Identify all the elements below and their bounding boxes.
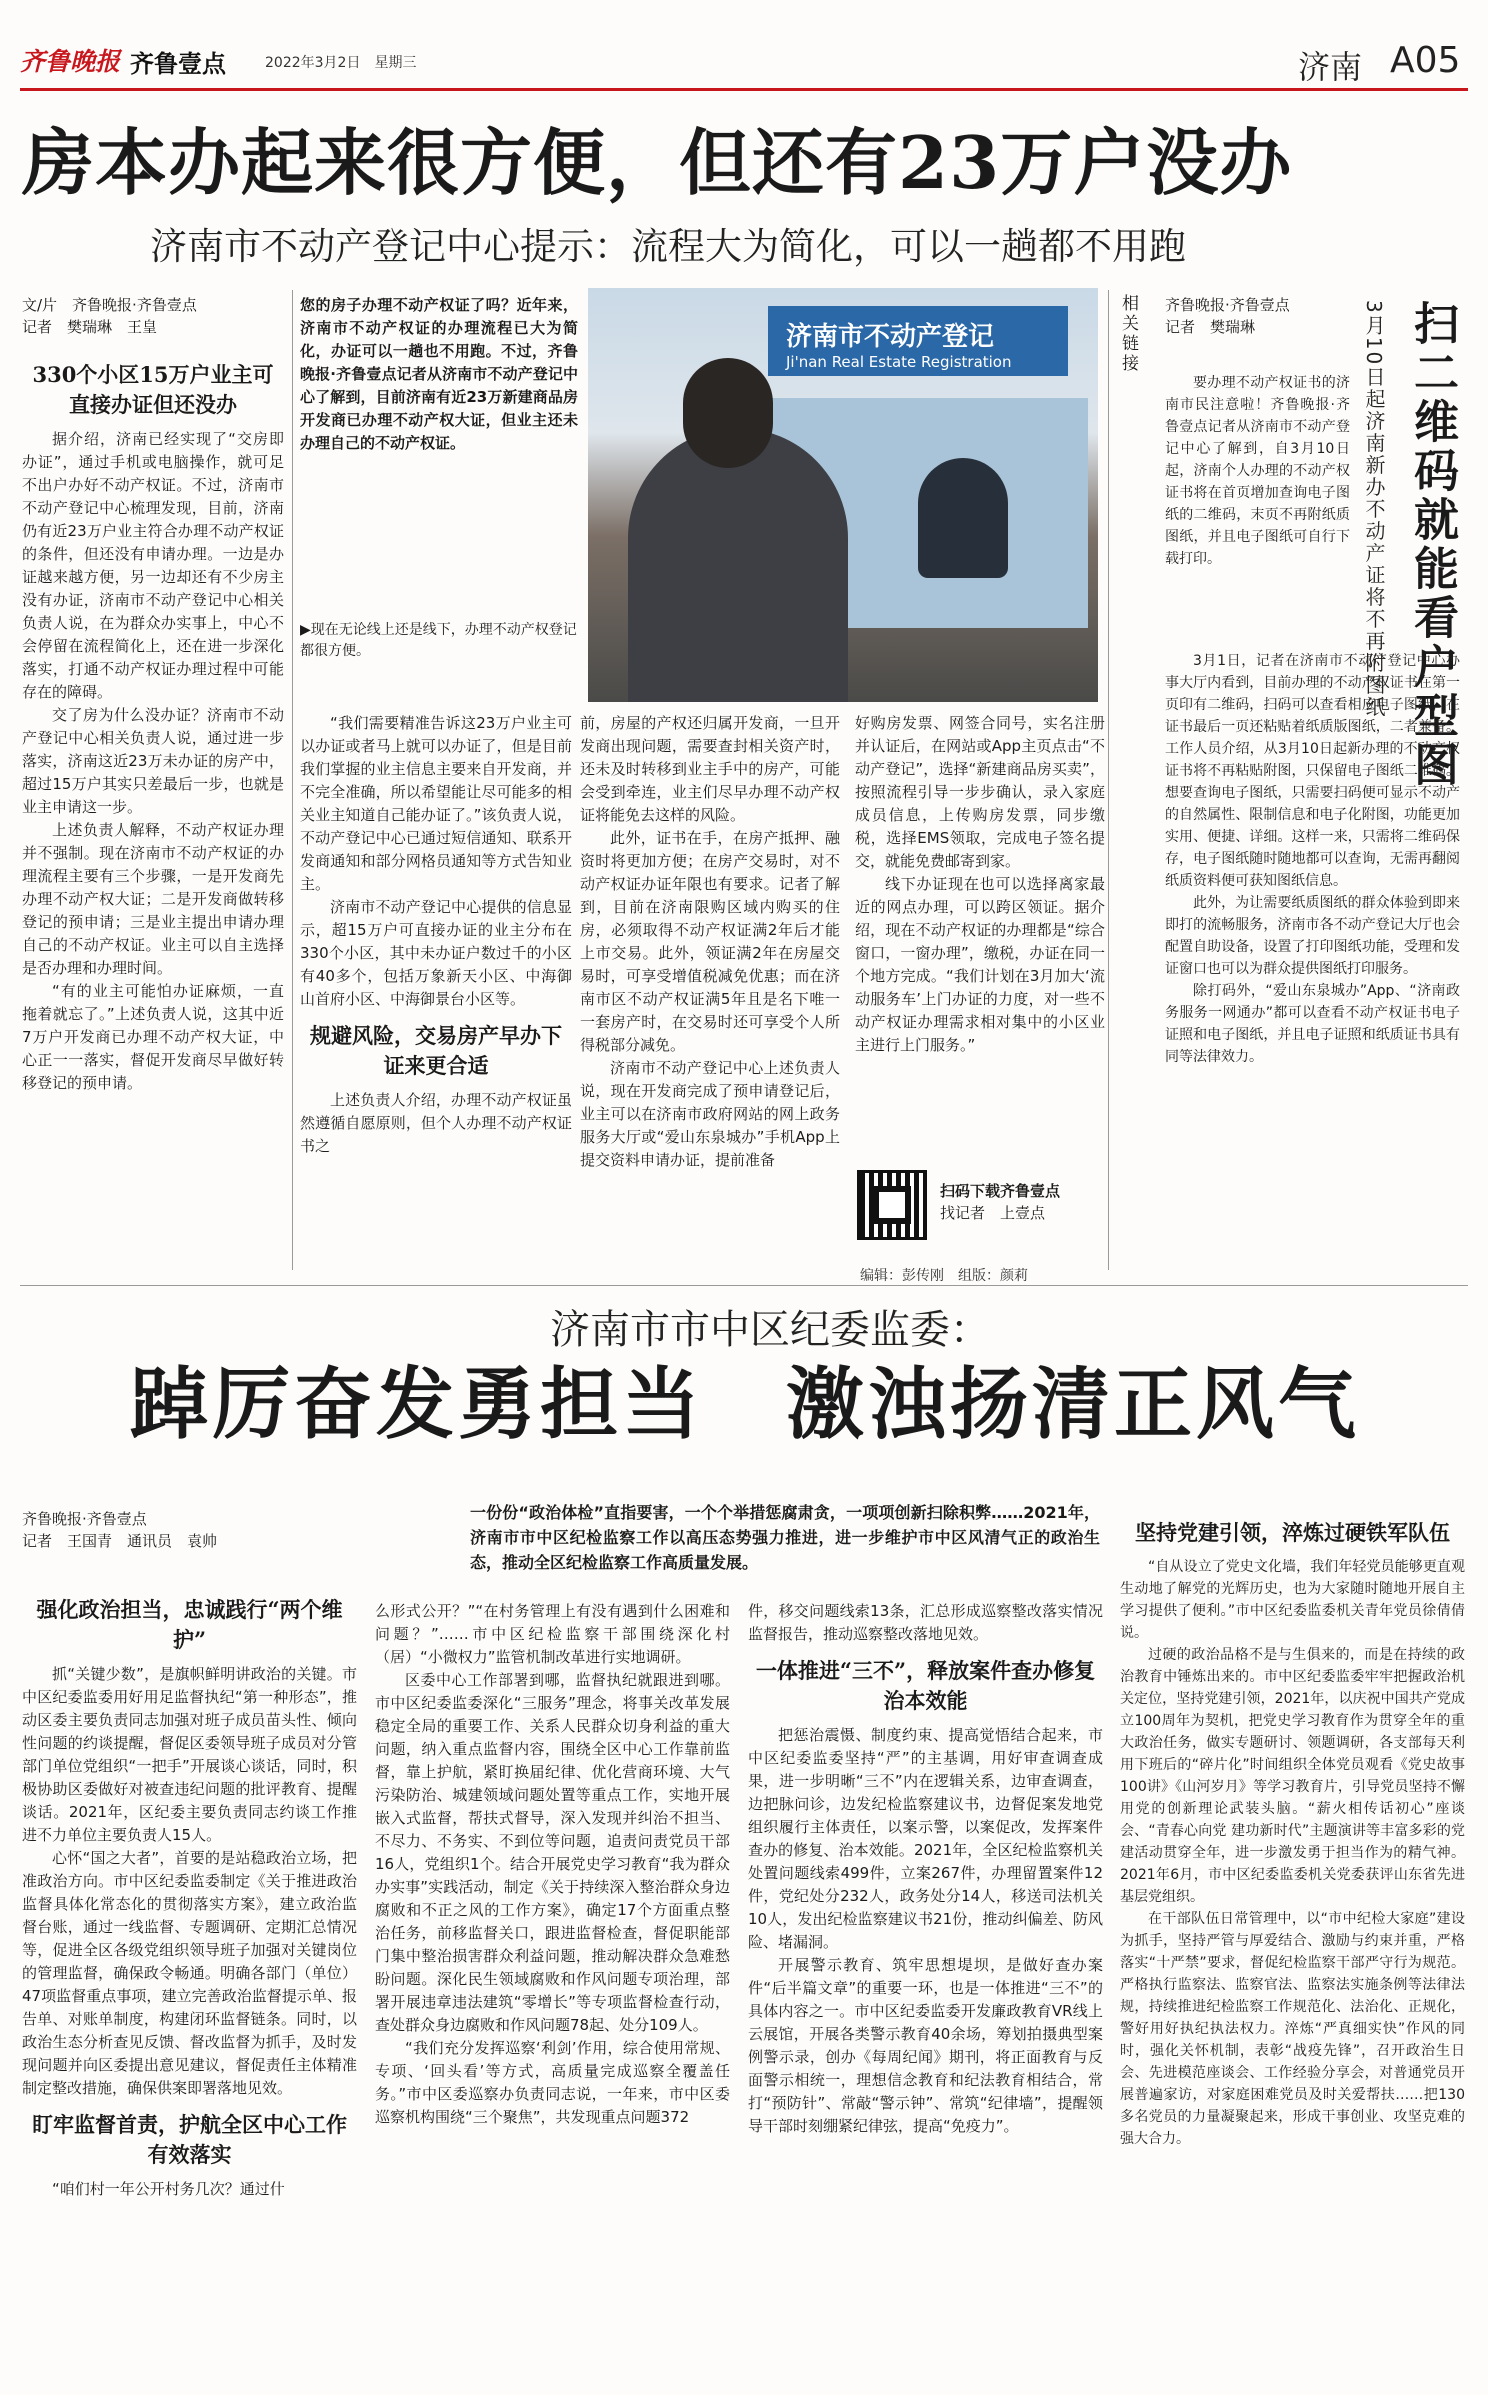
side-byline-1: 齐鲁晚报·齐鲁壹点 bbox=[1165, 296, 1290, 314]
related-links-label: 相关链接 bbox=[1118, 294, 1138, 374]
bottom-lead: 一份份“政治体检”直指要害，一个个举措惩腐肃贪，一项项创新扫除积弊……2021年，济南市市中区纪检监察工作以高压态势强力推进，进一步维护市中区风清气正的政治生态，推动全区纪检监察工作高质量发展。 bbox=[470, 1503, 1100, 1572]
editor-credit: 编辑：彭传刚 组版：颜莉 bbox=[860, 1268, 1028, 1284]
photo-person bbox=[628, 428, 848, 702]
top-col-1 bbox=[22, 294, 284, 1095]
issue-weekday: 星期三 bbox=[374, 55, 417, 71]
section-title-supervision: 盯牢监督首责，护航全区中心工作有效落实 bbox=[32, 2112, 347, 2167]
paragraph: 件，移交问题线索13条，汇总形成巡察整改落实情况监督报告，推动巡察整改落地见效。 bbox=[748, 1602, 1103, 1643]
dateline bbox=[265, 52, 416, 72]
bottom-col-2 bbox=[375, 1600, 730, 2129]
scan-line-1: 扫码下载齐鲁壹点 bbox=[940, 1182, 1061, 1200]
side-story-title: 扫二维码就能看户型图 bbox=[1406, 300, 1459, 790]
paragraph: 心怀“国之大者”，首要的是站稳政治立场，把准政治方向。市中区纪委监委制定《关于推进政治监督具体化常态化的贯彻落实方案》，建立政治监督台账，通过一线监督、专题调研、定期汇总情况等，促进全区各级党组织领导班子加强对关键岗位的管理监督，确保政令畅通。明确各部门（单位）47项监督重点事项，建立完善政治监督提示单、报告单、对账单制度，构建闭环监督链条。同时，以政治生态分析查见反馈、督改监督为抓手，及时发现问题并向区委提出意见建议，督促责任主体精准制定整改措施，确保供案即署落地见效。 bbox=[22, 1849, 357, 2097]
paragraph: “咱们村一年公开村务几次？通过什 bbox=[52, 2180, 285, 2198]
top-col-3 bbox=[580, 712, 840, 1172]
paragraph: 此外，为让需要纸质图纸的群众体验到即来即打的流畅服务，济南市各不动产登记大厅也会配置自助设备，设置了打印图纸功能，受理和发证窗口也可以为群众提供图纸打印服务。 bbox=[1165, 895, 1460, 977]
photo-clerk bbox=[918, 458, 1008, 578]
bottom-col1-body-b bbox=[22, 2178, 357, 2201]
paragraph: 上述负责人介绍，办理不动产权证虽然遵循自愿原则，但个人办理不动产权证书之 bbox=[300, 1091, 572, 1155]
paragraph: 济南市不动产登记中心提供的信息显示，超15万户可直接办证的业主分布在330个小区，其中未办证户数过千的小区有40多个，包括万象新天小区、中海御山首府小区、中海御景台小区等。 bbox=[300, 898, 572, 1008]
bottom-byline bbox=[22, 1508, 442, 1552]
col2-body-b bbox=[300, 1089, 572, 1158]
section-title-political: 强化政治担当，忠诚践行“两个维护” bbox=[36, 1597, 343, 1652]
lead-box: 您的房子办理不动产权证了吗？近年来，济南市不动产权证的办理流程已大为简化，办证可以一趟也不用跑。不过，齐鲁晚报·齐鲁壹点记者从济南市不动产登记中心了解到，目前济南有近23万新建商品房开发商已办理不动产权大证，但业主还未办理自己的不动产权证。 bbox=[300, 296, 578, 452]
top-col-2 bbox=[300, 712, 572, 1158]
paragraph: 3月1日，记者在济南市不动产登记中心办事大厅内看到，目前办理的不动产权证书在第一页印有二维码，扫码可以查看相应电子图纸，在证书最后一页还粘贴着纸质版图纸，二者兼备。工作人员介绍，从3月10日起新办理的不动产权证书将不再粘贴附图，只保留电子图纸二维码。想要查询电子图纸，只需要扫码便可显示不动产的自然属性、限制信息和电子化附图，功能更加实用、便捷、详细。这样一来，只需将二维码保存，电子图纸随时随地都可以查询，无需再翻阅纸质资料便可获知图纸信息。 bbox=[1165, 653, 1460, 889]
paragraph: 交了房为什么没办证？济南市不动产登记中心相关负责人说，通过进一步落实，济南这近23万未办证的房产中，超过15万户其实只差最后一步，也就是业主申请这一步。 bbox=[22, 706, 284, 816]
scan-prompt bbox=[940, 1180, 1060, 1224]
section-title-risk: 规避风险，交易房产早办下证来更合适 bbox=[310, 1023, 562, 1078]
byline-1: 文/片 齐鲁晚报·齐鲁壹点 bbox=[22, 296, 197, 314]
section-title-three-no: 一体推进“三不”，释放案件查办修复治本效能 bbox=[755, 1658, 1096, 1713]
col3-body bbox=[580, 712, 840, 1172]
top-subheadline: 济南市不动产登记中心提示：流程大为简化，可以一趟都不用跑 bbox=[150, 225, 1186, 268]
issue-date: 2022年3月2日 bbox=[265, 55, 361, 71]
photo-sign-en: Ji'nan Real Estate Registration bbox=[786, 353, 1012, 371]
bottom-col2-body bbox=[375, 1600, 730, 2129]
section-title-party: 坚持党建引领，淬炼过硬铁军队伍 bbox=[1135, 1520, 1450, 1545]
paragraph: 抓“关键少数”，是旗帜鲜明讲政治的关键。市中区纪委监委用好用足监督执纪“第一种形态”，推动区委主要负责同志加强对班子成员苗头性、倾向性问题的约谈提醒，督促区委领导班子成员对分管部门单位党组织“一把手”开展谈心谈话，同时，积极协助区委做好对被查违纪问题的批评教育、提醒谈话。2021年，区纪委主要负责同志约谈工作推进不力单位主要负责人15人。 bbox=[22, 1665, 357, 1844]
bottom-col-4 bbox=[1120, 1508, 1465, 2150]
side-story-subtitle: 3月10日起济南新办不动产证将不再附图纸 bbox=[1362, 300, 1386, 719]
paragraph: 么形式公开？”“在村务管理上有没有遇到什么困难和问题？”……市中区纪检监察干部围绕深化村（居）“小微权力”监管机制改革进行实地调研。 bbox=[375, 1602, 730, 1666]
top-headline: 房本办起来很方便，但还有23万户没办 bbox=[22, 120, 1293, 205]
side-body-a bbox=[1165, 372, 1350, 570]
section-divider bbox=[20, 1285, 1468, 1286]
paragraph: 开展警示教育、筑牢思想堤坝，是做好查办案件“后半篇文章”的重要一环，也是一体推进“三不”的具体内容之一。市中区纪委监委开发廉政教育VR线上云展馆，开展各类警示教育40余场，筹划拍摄典型案例警示录，创办《每周纪闻》期刊，将正面教育与反面警示相统一，理想信念教育和纪法教育相结合，常打“预防针”、常敲“警示钟”、常筑“纪律墙”，提醒领导干部时刻绷紧纪律弦，提高“免疫力”。 bbox=[748, 1956, 1103, 2135]
photo-sign-cn: 济南市不动产登记 bbox=[786, 322, 995, 352]
paragraph: 在干部队伍日常管理中，以“市中纪检大家庭”建设为抓手，坚持严管与厚爱结合、激励与约束并重，严格落实“十严禁”要求，督促纪检监察干部严守行为规范。严格执行监察法、监察官法、监察法实施条例等法律法规，持续推进纪检监察工作规范化、法治化、正规化，警好用好执纪执法权力。淬炼“严真细实快”作风的同时，强化关怀机制，表彰“战疫先锋”，召开政治生日会、先进模范座谈会、工作经验分享会，对普通党员开展普遍家访，对家庭困难党员及时关爱帮扶……把130多名党员的力量凝聚起来，形成干事创业、攻坚克难的强大合力。 bbox=[1120, 1911, 1465, 2147]
column-divider bbox=[1108, 290, 1109, 1270]
photo-sign bbox=[768, 306, 1068, 376]
qr-code-center bbox=[873, 1186, 911, 1224]
col1-body bbox=[22, 428, 284, 1095]
paragraph: 据介绍，济南已经实现了“交房即办证”，通过手机或电脑操作，就可足不出户办好不动产权证。不过，济南市不动产登记中心梳理发现，目前，济南仍有近23万户业主符合办理不动产权证的条件，但还没有申请办理。一边是办证越来越方便，另一边却还有不少房主没有办证，济南市不动产登记中心相关负责人说，在为群众办实事上，中心不会停留在流程简化上，还在进一步深化落实，打通不动产权证办理过程中可能存在的障碍。 bbox=[22, 430, 284, 701]
paragraph: 上述负责人解释，不动产权证办理并不强制。现在济南市不动产权证的办理流程主要有三个步骤，一是开发商先办理不动产权大证；二是开发商做转移登记的预申请；三是业主提出申请办理自己的不动产权证。业主可以自主选择是否办理和办理时间。 bbox=[22, 821, 284, 977]
photo-head bbox=[683, 358, 773, 468]
bottom-headline: 踔厉奋发勇担当 激浊扬清正风气 bbox=[129, 1359, 1360, 1450]
col4-body bbox=[855, 712, 1105, 1057]
bottom-col1-body bbox=[22, 1663, 357, 2100]
bottom-byline-2: 记者 王国青 通讯员 袁帅 bbox=[22, 1532, 218, 1550]
bottom-col-3 bbox=[748, 1600, 1103, 2138]
paragraph: 好购房发票、网签合同号，实名注册并认证后，在网站或App主页点击“不动产登记”，选择“新建商品房买卖”，按照流程引导一步步确认，录入家庭成员信息，上传购房发票，同步缴税，选择EMS领取，完成电子签名提交，就能免费邮寄到家。 bbox=[855, 714, 1105, 870]
side-byline bbox=[1165, 294, 1355, 338]
paper-logo: 齐鲁晚报 bbox=[20, 47, 121, 76]
paragraph: “有的业主可能怕办证麻烦，一直拖着就忘了。”上述负责人说，这其中近7万户开发商已办理不动产权大证，中心正一一落实，督促开发商尽早做好转移登记的预申请。 bbox=[22, 982, 284, 1092]
top-col-4 bbox=[855, 712, 1105, 1057]
side-byline-2: 记者 樊瑞琳 bbox=[1165, 318, 1256, 336]
bottom-col3-body bbox=[748, 1600, 1103, 1646]
section-title-330: 330个小区15万户业主可直接办证但还没办 bbox=[32, 362, 274, 417]
paragraph: 把惩治震慑、制度约束、提高觉悟结合起来，市中区纪委监委坚持“严”的主基调，用好审查调查成果，进一步明晰“三不”内在逻辑关系，边审查调查，边把脉问诊，边发纪检监察建议书，边督促案发地党组织履行主体责任，以案示警，以案促改，发挥案件查办的修复、治本效能。2021年，全区纪检监察机关处置问题线索499件，立案267件，办理留置案件12件，党纪处分232人，政务处分14人，移送司法机关10人，发出纪检监察建议书21份，推动纠偏差、防风险、堵漏洞。 bbox=[748, 1726, 1103, 1951]
paragraph: 济南市不动产登记中心上述负责人说，现在开发商完成了预申请登记后，业主可以在济南市政府网站的网上政务服务大厅或“爱山东泉城办”手机App上提交资料申请办证，提前准备 bbox=[580, 1059, 840, 1169]
app-logo: 齐鲁壹点 bbox=[130, 50, 226, 78]
paragraph: “我们需要精准告诉这23万户业主可以办证或者马上就可以办证了，但是目前我们掌握的业主信息主要来自开发商，并不完全准确，所以希望能让尽可能多的相关业主知道自己能办证了。”该负责人说，不动产登记中心已通过短信通知、联系开发商通知和部分网格员通知等方式告知业主。 bbox=[300, 714, 572, 893]
paragraph: 此外，证书在手，在房产抵押、融资时将更加方便；在房产交易时，对不动产权证办证年限也有要求。记者了解到，目前在济南限购区域内购买的住房，必须取得不动产权证满2年后才能上市交易。此外，领证满2年在房屋交易时，可享受增值税减免优惠；而在济南市区不动产权证满5年且是名下唯一一套房产时，在交易时还可享受个人所得税部分减免。 bbox=[580, 829, 840, 1054]
paragraph: “我们充分发挥巡察‘利剑’作用，综合使用常规、专项、‘回头看’等方式，高质量完成巡察全覆盖任务。”市中区委巡察办负责同志说，一年来，市中区委巡察机构围绕“三个聚焦”，共发现重点问题372 bbox=[375, 2039, 730, 2126]
column-divider bbox=[292, 290, 293, 1270]
paragraph: 线下办证现在也可以选择离家最近的网点办理，可以跨区领证。据介绍，现在不动产权证的办理都是“综合窗口，一窗办理”，缴税，办证在同一个地方完成。“我们计划在3月加大‘流动服务车’上门办证的力度，对一些不动产权证办理需求相对集中的小区业主进行上门服务。” bbox=[855, 875, 1105, 1054]
bottom-col3-body-b bbox=[748, 1724, 1103, 2138]
side-body-b bbox=[1165, 650, 1460, 1068]
scan-line-2: 找记者 上壹点 bbox=[940, 1204, 1046, 1222]
photo-caption: ▶现在无论线上还是线下，办理不动产权登记都很方便。 bbox=[300, 622, 577, 659]
registration-hall-photo bbox=[588, 288, 1098, 702]
paragraph: “自从设立了党史文化墙，我们年轻党员能够更直观生动地了解党的光辉历史，也为大家随时随地开展自主学习提供了便利。”市中区纪委监委机关青年党员徐倩倩说。 bbox=[1120, 1559, 1465, 1641]
region-label: 济南 bbox=[1298, 48, 1363, 86]
bottom-col-1 bbox=[22, 1585, 357, 2201]
paragraph: 要办理不动产权证书的济南市民注意啦！齐鲁晚报·齐鲁壹点记者从济南市不动产登记中心了解到，自3月10日起，济南个人办理的不动产权证书将在首页增加查询电子图纸的二维码，末页不再附纸质图纸，并且电子图纸可自行下载打印。 bbox=[1165, 375, 1350, 567]
bottom-col4-body bbox=[1120, 1556, 1465, 2150]
col2-body bbox=[300, 712, 572, 1011]
paragraph: 区委中心工作部署到哪，监督执纪就跟进到哪。市中区纪委监委深化“三服务”理念，将事关改革发展稳定全局的重要工作、关系人民群众切身利益的重大问题，纳入重点监督内容，围绕全区中心工作靠前监督，靠上护航，紧盯换届纪律、优化营商环境、大气污染防治、城建领域问题处置等重点工作，实地开展嵌入式监督，帮扶式督导，深入发现并纠治不担当、不尽力、不务实、不到位等问题，追责问责党员干部16人，党组织1个。结合开展党史学习教育“我为群众办实事”实践活动，制定《关于持续深入整治群众身边腐败和不正之风的工作方案》，确定17个方面重点整治任务，前移监督关口，跟进监督检查，督促职能部门集中整治损害群众利益问题，推动解决群众急难愁盼问题。深化民生领域腐败和作风问题专项治理，部署开展违章违法建筑“零增长”等专项监督检查行动，查处群众身边腐败和作风问题78起、处分109人。 bbox=[375, 1671, 730, 2034]
paragraph: 除打码外，“爱山东泉城办”App、“济南政务服务一网通办”都可以查看不动产权证书电子证照和电子图纸，并且电子证照和纸质证书具有同等法律效力。 bbox=[1165, 983, 1460, 1065]
byline-2: 记者 樊瑞琳 王皇 bbox=[22, 318, 158, 336]
page-number: A05 bbox=[1390, 40, 1461, 81]
bottom-kicker: 济南市市中区纪委监委： bbox=[550, 1307, 990, 1353]
paragraph: 前，房屋的产权还归属开发商，一旦开发商出现问题，需要查封相关资产时，还未及时转移到业主手中的房产，可能会受到牵连，业主们尽早办理不动产权证将能免去这样的风险。 bbox=[580, 714, 840, 824]
masthead-rule bbox=[20, 88, 1468, 91]
paragraph: 过硬的政治品格不是与生俱来的，而是在持续的政治教育中锤炼出来的。市中区纪委监委牢牢把握政治机关定位，坚持党建引领，2021年，以庆祝中国共产党成立100周年为契机，把党史学习教育作为贯穿全年的重大政治任务，做实专题研讨、领题调研，各支部每天利用下班后的“碎片化”时间组织全体党员观看《党史故事100讲》《山河岁月》等学习教育片，引导党员坚持不懈用党的创新理论武装头脑。“薪火相传话初心”座谈会、“青春心向党 建功新时代”主题演讲等丰富多彩的党建活动贯穿全年，进一步激发勇于担当作为的精气神。2021年6月，市中区纪委监委机关党委获评山东省先进基层党组织。 bbox=[1120, 1647, 1465, 1905]
bottom-byline-1: 齐鲁晚报·齐鲁壹点 bbox=[22, 1510, 147, 1528]
